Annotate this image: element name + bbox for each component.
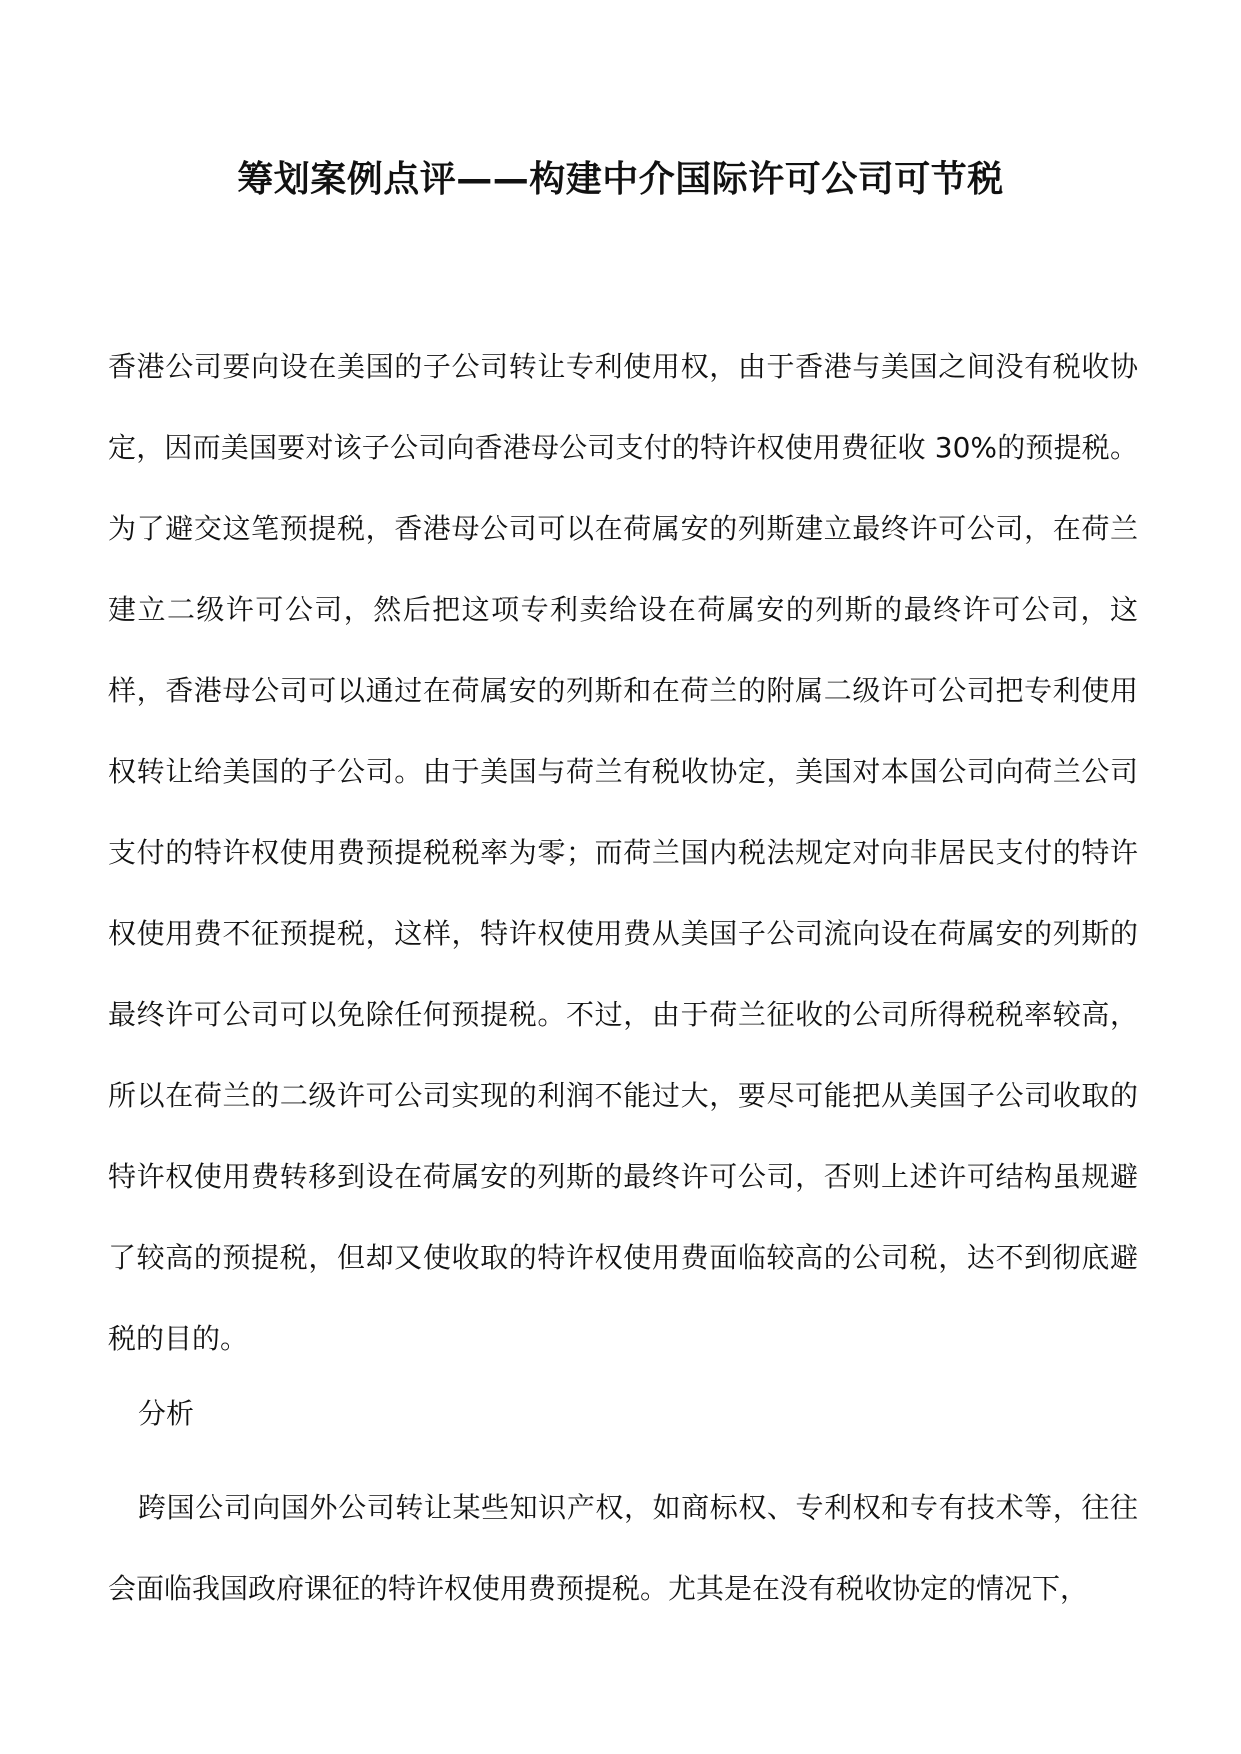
paragraph-analysis: 跨国公司向国外公司转让某些知识产权，如商标权、专利权和专有技术等，往往会面临我国政府课征的特许权使用费预提税。尤其是在没有税收协定的情况下， [108, 1491, 1138, 1605]
document-title: 筹划案例点评——构建中介国际许可公司可节税 [237, 159, 1004, 200]
paragraph-case-description: 香港公司要向设在美国的子公司转让专利使用权，由于香港与美国之间没有税收协定，因而美国要对该子公司向香港母公司支付的特许权使用费征收 30%的预提税。为了避交这笔预提税，香港母公司可以在荷属安的列斯建立最终许可公司，在荷兰建立二级许可公司，然后把这项专利卖给设在荷属安的列斯的最终许可公司，这样，香港母公司可以通过在荷属安的列斯和在荷兰的附属二级许可公司把专利使用权转让给美国的子公司。由于美国与荷兰有税收协定，美国对本国公司向荷兰公司支付的特许权使用费预提税税率为零；而荷兰国内税法规定对向非居民支付的特许权使用费不征预提税，这样，特许权使用费从美国子公司流向设在荷属安的列斯的最终许可公司可以免除任何预提税。不过，由于荷兰征收的公司所得税税率较高，所以在荷兰的二级许可公司实现的利润不能过大，要尽可能把从美国子公司收取的特许权使用费转移到设在荷属安的列斯的最终许可公司，否则上述许可结构虽规避了较高的预提税，但却又使收取的特许权使用费面临较高的公司税，达不到彻底避税的目的。 [108, 350, 1138, 1355]
section-heading-analysis: 分析 [138, 1397, 195, 1430]
